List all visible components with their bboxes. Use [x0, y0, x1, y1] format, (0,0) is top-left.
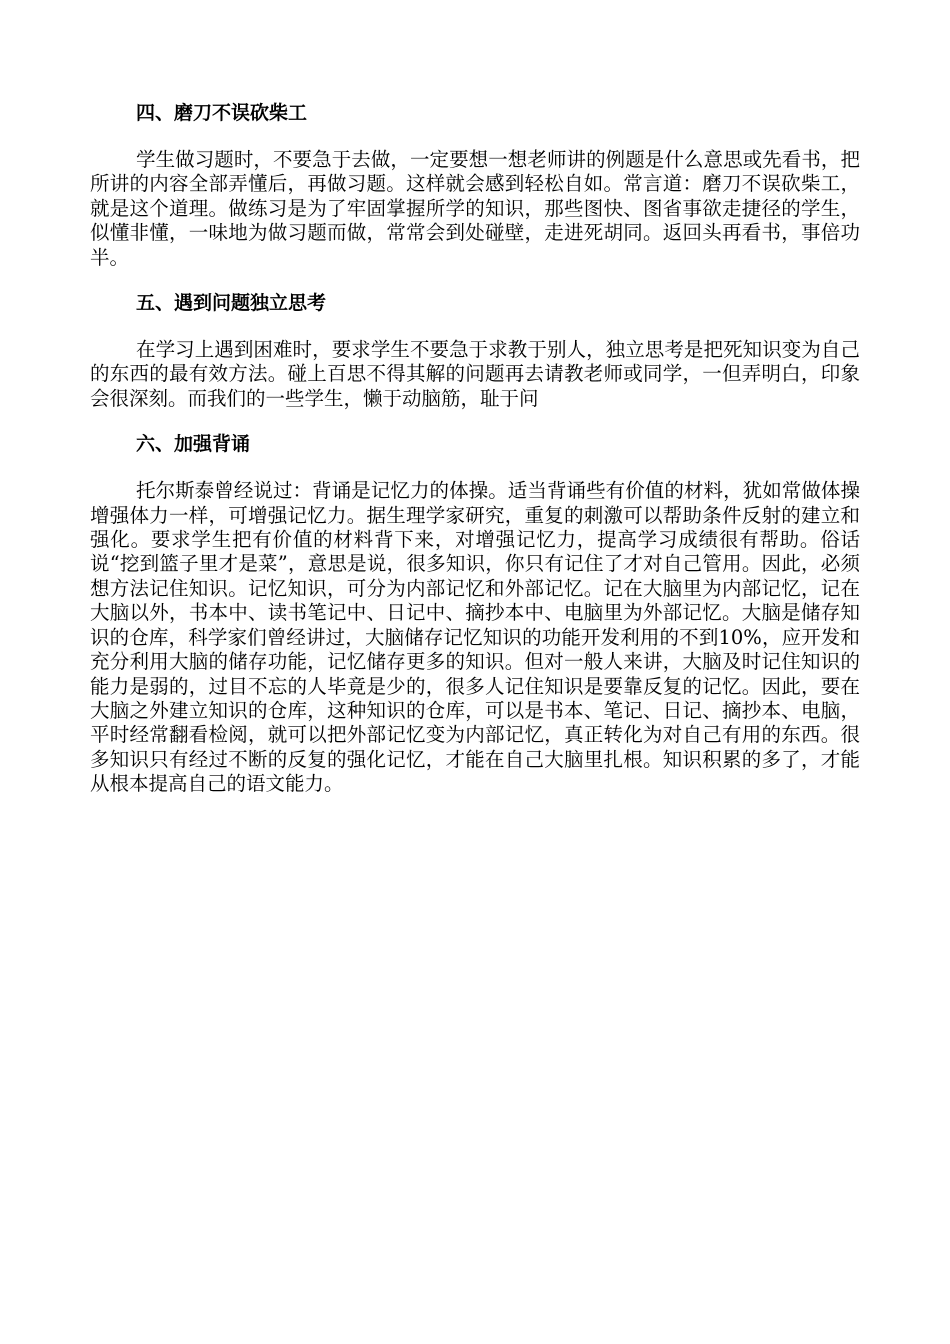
section-heading-5: 五、遇到问题独立思考: [136, 292, 327, 315]
section-body-6: 托尔斯泰曾经说过：背诵是记忆力的体操。适当背诵些有价值的材料，犹如常做体操增强体力一样，可增强记忆力。据生理学家研究，重复的刺激可以帮助条件反射的建立和强化。要求学生把有价值的材料背下来，对增强记忆力，提高学习成绩很有帮助。俗话说“挖到篮子里才是菜”，意思是说，很多知识，你只有记住了才对自己管用。因此，必须想方法记住知识。记忆知识，可分为内部记忆和外部记忆。记在大脑里为内部记忆，记在大脑以外，书本中、读书笔记中、日记中、摘抄本中、电脑里为外部记忆。大脑是储存知识的仓库，科学家们曾经讲过，大脑储存记忆知识的功能开发利用的不到10%，应开发和充分利用大脑的储存功能，记忆储存更多的知识。但对一般人来讲，大脑及时记住知识的能力是弱的，过目不忘的人毕竟是少的，很多人记住知识是要靠反复的记忆。因此，要在大脑之外建立知识的仓库，这种知识的仓库，可以是书本、笔记、日记、摘抄本、电脑，平时经常翻看检阅，就可以把外部记忆变为内部记忆，真正转化为对自己有用的东西。很多知识只有经过不断的反复的强化记忆，才能在自己大脑里扎根。知识积累的多了，才能从根本提高自己的语文能力。: [90, 479, 860, 796]
document-page: [90, 96, 860, 797]
section-heading-4: 四、磨刀不误砍柴工: [136, 102, 308, 124]
section-heading-6: 六、加强背诵: [136, 433, 251, 456]
section-body-4: 学生做习题时，不要急于去做，一定要想一想老师讲的例题是什么意思或先看书，把所讲的内容全部弄懂后，再做习题。这样就会感到轻松自如。常言道：磨刀不误砍柴工，就是这个道理。做练习是为了牢固掌握所学的知识，那些图快、图省事欲走捷径的学生，似懂非懂，一味地为做习题而做，常常会到处碰壁，走进死胡同。返回头再看书，事倍功半。: [90, 148, 860, 269]
section-body-5: 在学习上遇到困难时，要求学生不要急于求教于别人，独立思考是把死知识变为自己的东西的最有效方法。碰上百思不得其解的问题再去请教老师或同学，一但弄明白，印象会很深刻。而我们的一些学生，懒于动脑筋，耻于问: [90, 338, 860, 410]
